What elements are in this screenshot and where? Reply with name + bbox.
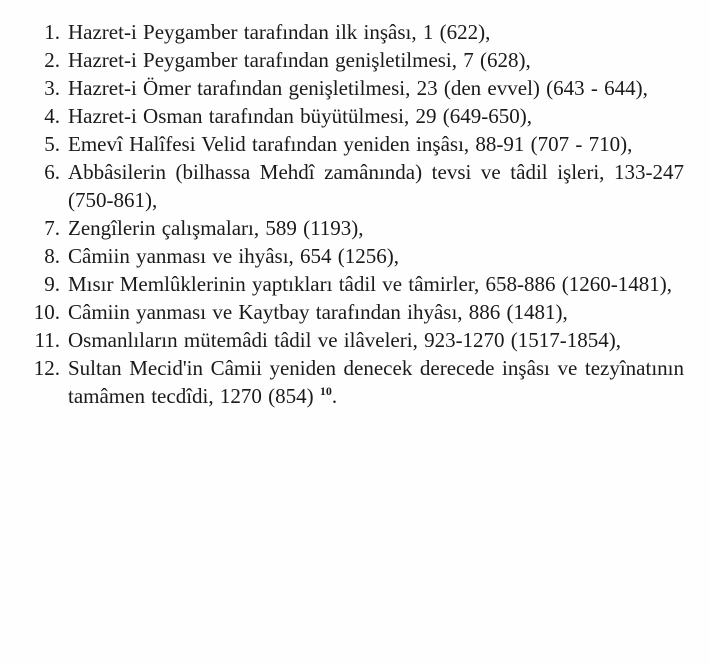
- item-text: Mısır Memlûklerinin yaptıkları tâdil ve tâmirler, 658-886 (1260-1481),: [68, 272, 672, 296]
- footnote-marker: 10: [319, 384, 332, 398]
- item-text: Sultan Mecid'in Câmii yeniden denecek derecede inşâsı ve tezyînatının tamâmen tecdîdi, 1270 (854): [68, 356, 684, 408]
- item-number: 10.: [33, 300, 60, 324]
- item-text: Câmiin yanması ve Kaytbay tarafından ihyâsı, 886 (1481),: [68, 300, 568, 324]
- list-item: [16, 326, 684, 354]
- list-item: [16, 354, 684, 410]
- list-item: [16, 158, 684, 214]
- list-item: [16, 74, 684, 102]
- item-text-end: .: [331, 384, 338, 408]
- item-number: 3.: [44, 76, 60, 100]
- item-text: Câmiin yanması ve ihyâsı, 654 (1256),: [68, 244, 400, 268]
- item-text: Abbâsilerin (bilhassa Mehdî zamânında) tevsi ve tâdil işleri, 133-247 (750-861),: [68, 160, 684, 212]
- list-item: [16, 102, 684, 130]
- item-number: 7.: [44, 216, 60, 240]
- item-number: 4.: [44, 104, 60, 128]
- item-text: Emevî Halîfesi Velid tarafından yeniden inşâsı, 88-91 (707 - 710),: [68, 132, 633, 156]
- item-text: Hazret-i Ömer tarafından genişletilmesi, 23 (den evvel) (643 - 644),: [68, 76, 648, 100]
- item-text: Osmanlıların mütemâdi tâdil ve ilâveleri, 923-1270 (1517-1854),: [68, 328, 622, 352]
- item-text: Hazret-i Peygamber tarafından ilk inşâsı, 1 (622),: [68, 20, 491, 44]
- list-item: [16, 18, 684, 46]
- item-number: 6.: [44, 160, 60, 184]
- item-text: Hazret-i Osman tarafından büyütülmesi, 29 (649-650),: [68, 104, 532, 128]
- list-item: [16, 242, 684, 270]
- list-item: [16, 130, 684, 158]
- item-text-wrapper: [68, 354, 684, 410]
- list-item: [16, 270, 684, 298]
- item-number: 2.: [44, 48, 60, 72]
- item-text: Zengîlerin çalışmaları, 589 (1193),: [68, 216, 364, 240]
- item-text: Hazret-i Peygamber tarafından genişletilmesi, 7 (628),: [68, 48, 531, 72]
- item-number: 11.: [34, 328, 60, 352]
- item-number: 1.: [44, 20, 60, 44]
- item-number: 12.: [33, 356, 60, 380]
- list-item: [16, 46, 684, 74]
- construction-history-list: [16, 18, 684, 410]
- list-item: [16, 214, 684, 242]
- item-number: 9.: [44, 272, 60, 296]
- item-number: 8.: [44, 244, 60, 268]
- item-number: 5.: [44, 132, 60, 156]
- list-item: [16, 298, 684, 326]
